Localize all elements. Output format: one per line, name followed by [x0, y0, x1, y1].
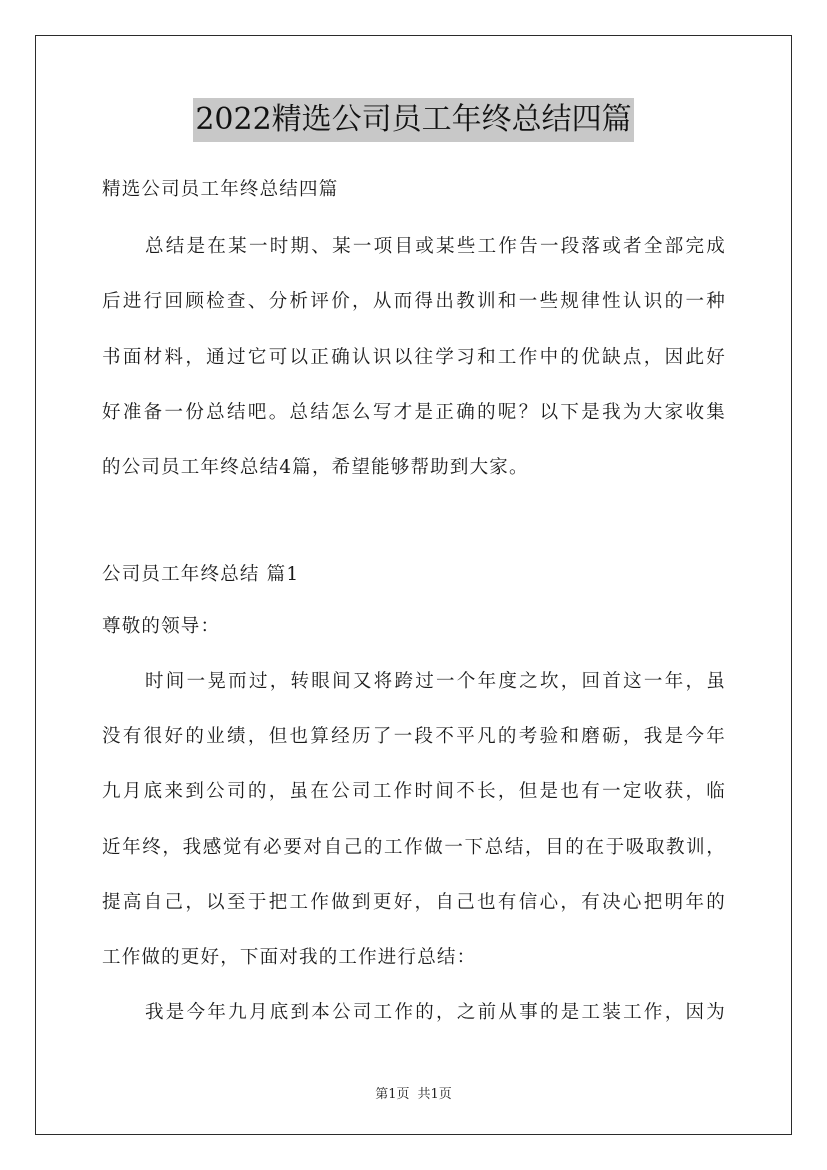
- page-footer: [0, 1083, 827, 1102]
- para1-line: 近年终，我感觉有必要对自己的工作做一下总结，目的在于吸取教训，: [102, 837, 726, 858]
- para1-line: 提高自己，以至于把工作做到更好，自己也有信心，有决心把明年的: [102, 892, 726, 913]
- intro-line: 后进行回顾检查、分析评价，从而得出教训和一些规律性认识的一种: [102, 291, 726, 312]
- subtitle: 精选公司员工年终总结四篇: [102, 179, 339, 200]
- para1-line: 没有很好的业绩，但也算经历了一段不平凡的考验和磨砺，我是今年: [102, 726, 726, 747]
- intro-line: 好准备一份总结吧。总结怎么写才是正确的呢？以下是我为大家收集: [102, 402, 726, 423]
- para2-line: 我是今年九月底到本公司工作的，之前从事的是工装工作，因为: [145, 1002, 726, 1023]
- intro-line: 总结是在某一时期、某一项目或某些工作告一段落或者全部完成: [145, 236, 726, 257]
- para1-line: 时间一晃而过，转眼间又将跨过一个年度之坎，回首这一年，虽: [145, 671, 726, 692]
- intro-line: 书面材料，通过它可以正确认识以往学习和工作中的优缺点，因此好: [102, 347, 726, 368]
- title-wrap: [0, 98, 827, 142]
- page-number: 第1页: [375, 1087, 410, 1102]
- section-heading: 公司员工年终总结 篇1: [102, 564, 300, 585]
- para1-line: 九月底来到公司的，虽在公司工作时间不长，但是也有一定收获，临: [102, 781, 726, 802]
- document-title: 2022精选公司员工年终总结四篇: [193, 98, 633, 142]
- intro-line: 的公司员工年终总结4篇，希望能够帮助到大家。: [102, 457, 529, 478]
- page-total: 共1页: [417, 1087, 452, 1102]
- para1-line: 工作做的更好，下面对我的工作进行总结：: [102, 947, 477, 968]
- salutation: 尊敬的领导：: [102, 616, 221, 637]
